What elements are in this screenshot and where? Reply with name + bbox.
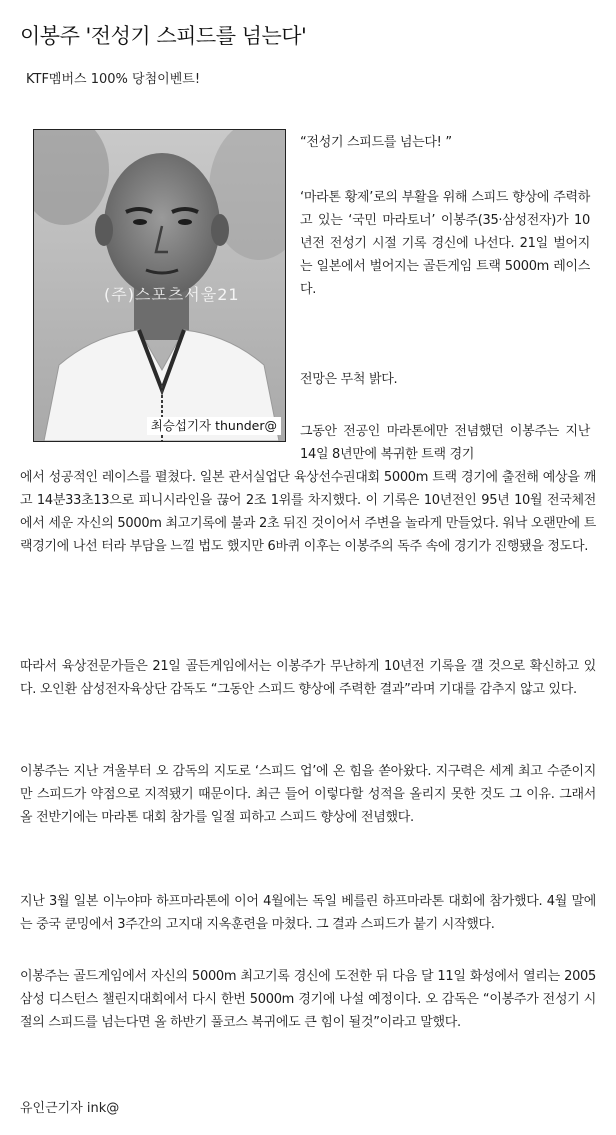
body-paragraph: 에서 성공적인 레이스를 펼쳤다. 일본 관서실업단 육상선수권대회 5000m 트랙 경기에 출전해 예상을 깨고 14분33초13으로 피니시라인을 끊어 2조 1위를 차지했다. 이 기록은 10년전인 95년 10월 전국체전에서 세운 자신의 5000m 최고기록에 불과 2초 뒤진 것이어서 주변을 놀라게 만들었다. 워낙 오랜만에 트랙경기에 나선 터라 부담을 느낄 법도 했지만 6바퀴 이후는 이봉주의 독주 속에 경기가 진행됐을 정도다. <box>20 470 596 554</box>
body-paragraph: 따라서 육상전문가들은 21일 골든게임에서는 이봉주가 무난하게 10년전 기록을 갤 것으로 확신하고 있다. 오인환 삼성전자육상단 감독도 “그동안 스피드 향상에 주력한 결과”라며 기대를 감추지 않고 있다. <box>20 659 596 697</box>
athlete-photo <box>33 129 286 442</box>
body-paragraph: 이봉주는 골드게임에서 자신의 5000m 최고기록 경신에 도전한 뒤 다음 달 11일 화성에서 열리는 2005 삼성 디스턴스 챌린지대회에서 다시 한번 5000m 경기에 나설 예정이다. 오 감독은 “이봉주가 전성기 시절의 스피드를 넘는다면 올 하반기 풀코스 복귀에도 큰 힘이 될것”이라고 말했다. <box>20 969 596 1030</box>
body-paragraph: 전망은 무척 밝다. <box>300 372 398 387</box>
body-paragraph: 지난 3월 일본 이누야마 하프마라톤에 이어 4월에는 독일 베를린 하프마라톤 대회에 참가했다. 4월 말에는 중국 쿤밍에서 3주간의 고지대 지옥훈련을 마쳤다. 그 결과 스피드가 붙기 시작했다. <box>20 894 596 932</box>
byline: 유인근기자 ink@ <box>20 1101 120 1116</box>
photo-watermark: (주)스포츠서울21 <box>104 285 240 304</box>
body-paragraph: 이봉주는 지난 겨울부터 오 감독의 지도로 ‘스피드 업’에 온 힘을 쏟아왔다. 지구력은 세계 최고 수준이지만 스피드가 약점으로 지적됐기 때문이다. 최근 들어 이렇다할 성적을 올리지 못한 것도 그 이유. 그래서 올 전반기에는 마라톤 대회 참가를 일절 피하고 스피드 향상에 전념했다. <box>20 764 596 825</box>
body-paragraph: 그동안 전공인 마라톤에만 전념했던 이봉주는 지난 14일 8년만에 복귀한 트랙 경기 <box>300 424 590 462</box>
headline: 이봉주 '전성기 스피드를 넘는다' <box>20 24 307 48</box>
quote-paragraph: “전성기 스피드를 넘는다! ” <box>300 135 452 150</box>
body-paragraph: ‘마라톤 황제’로의 부활을 위해 스피드 향상에 주력하고 있는 ‘국민 마라토너’ 이봉주(35·삼성전자)가 10년전 전성기 시절 기록 경신에 나선다. 21일 벌어지는 일본에서 벌어지는 골든게임 트랙 5000m 레이스다. <box>300 190 590 297</box>
event-link[interactable]: KTF멤버스 100% 당첨이벤트! <box>26 72 201 87</box>
photo-caption: 최승섭기자 thunder@ <box>147 417 281 435</box>
